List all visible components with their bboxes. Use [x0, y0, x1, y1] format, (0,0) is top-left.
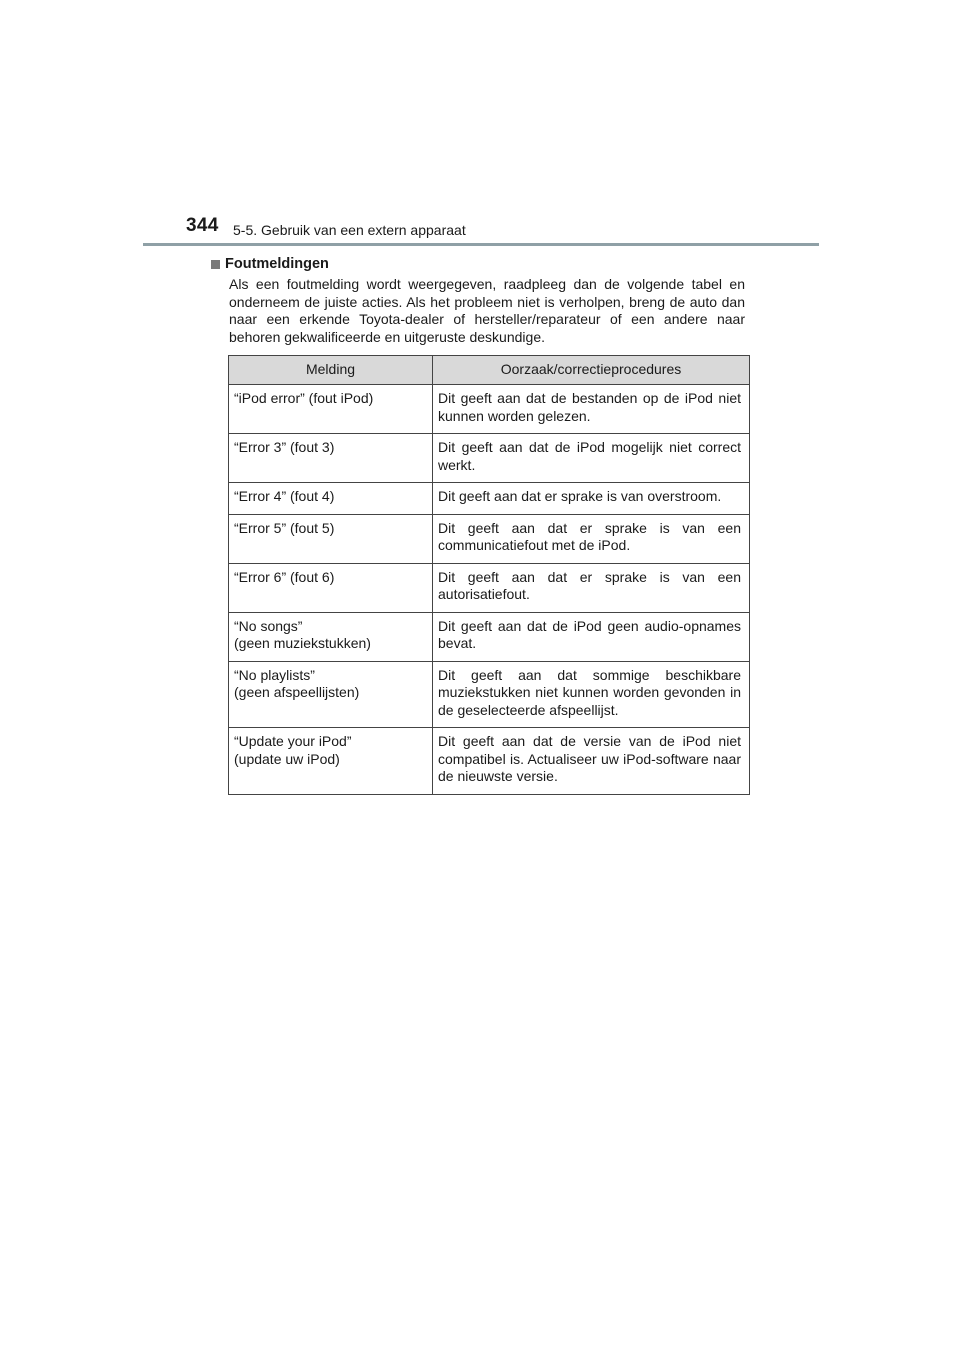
heading-text: Foutmeldingen: [225, 256, 329, 272]
message-cell: “Error 5” (fout 5): [229, 514, 433, 563]
table-row: [229, 385, 750, 434]
cause-cell: Dit geeft aan dat er sprake is van overstroom.: [433, 483, 750, 515]
column-header-message: Melding: [229, 356, 433, 385]
cause-cell: Dit geeft aan dat er sprake is van een autorisatiefout.: [433, 563, 750, 612]
table-row: [229, 563, 750, 612]
message-cell: “iPod error” (fout iPod): [229, 385, 433, 434]
cause-cell: Dit geeft aan dat er sprake is van een communicatiefout met de iPod.: [433, 514, 750, 563]
error-messages-table: [228, 355, 750, 795]
table-row: [229, 514, 750, 563]
table-row: [229, 612, 750, 661]
table-row: [229, 661, 750, 728]
cause-cell: Dit geeft aan dat de versie van de iPod niet compatibel is. Actualiseer uw iPod-software naar de nieuwste versie.: [433, 728, 750, 795]
cause-cell: Dit geeft aan dat de bestanden op de iPod niet kunnen worden gelezen.: [433, 385, 750, 434]
section-heading: [211, 256, 329, 272]
section-title: 5-5. Gebruik van een extern apparaat: [233, 222, 466, 238]
cause-cell: Dit geeft aan dat sommige beschikbare muziekstukken niet kunnen worden gevonden in de geselecteerde afspeellijst.: [433, 661, 750, 728]
cause-cell: Dit geeft aan dat de iPod geen audio-opnames bevat.: [433, 612, 750, 661]
message-cell: “No playlists” (geen afspeellijsten): [229, 661, 433, 728]
message-cell: “Error 6” (fout 6): [229, 563, 433, 612]
header-divider: [143, 243, 819, 246]
table-row: [229, 483, 750, 515]
message-cell: “Error 3” (fout 3): [229, 434, 433, 483]
cause-cell: Dit geeft aan dat de iPod mogelijk niet correct werkt.: [433, 434, 750, 483]
message-cell: “Update your iPod” (update uw iPod): [229, 728, 433, 795]
table-header-row: [229, 356, 750, 385]
square-bullet-icon: [211, 260, 220, 269]
table-row: [229, 434, 750, 483]
table-row: [229, 728, 750, 795]
message-cell: “No songs” (geen muziekstukken): [229, 612, 433, 661]
message-cell: “Error 4” (fout 4): [229, 483, 433, 515]
intro-paragraph: Als een foutmelding wordt weergegeven, raadpleeg dan de volgende tabel en onderneem de juiste acties. Als het probleem niet is verholpen, breng de auto dan naar een erkende Toyota-dealer of hersteller/reparateur of een andere naar behoren gekwalificeerde en uitgeruste deskundige.: [229, 276, 745, 345]
page-number: 344: [186, 215, 219, 236]
column-header-cause: Oorzaak/correctieprocedures: [433, 356, 750, 385]
